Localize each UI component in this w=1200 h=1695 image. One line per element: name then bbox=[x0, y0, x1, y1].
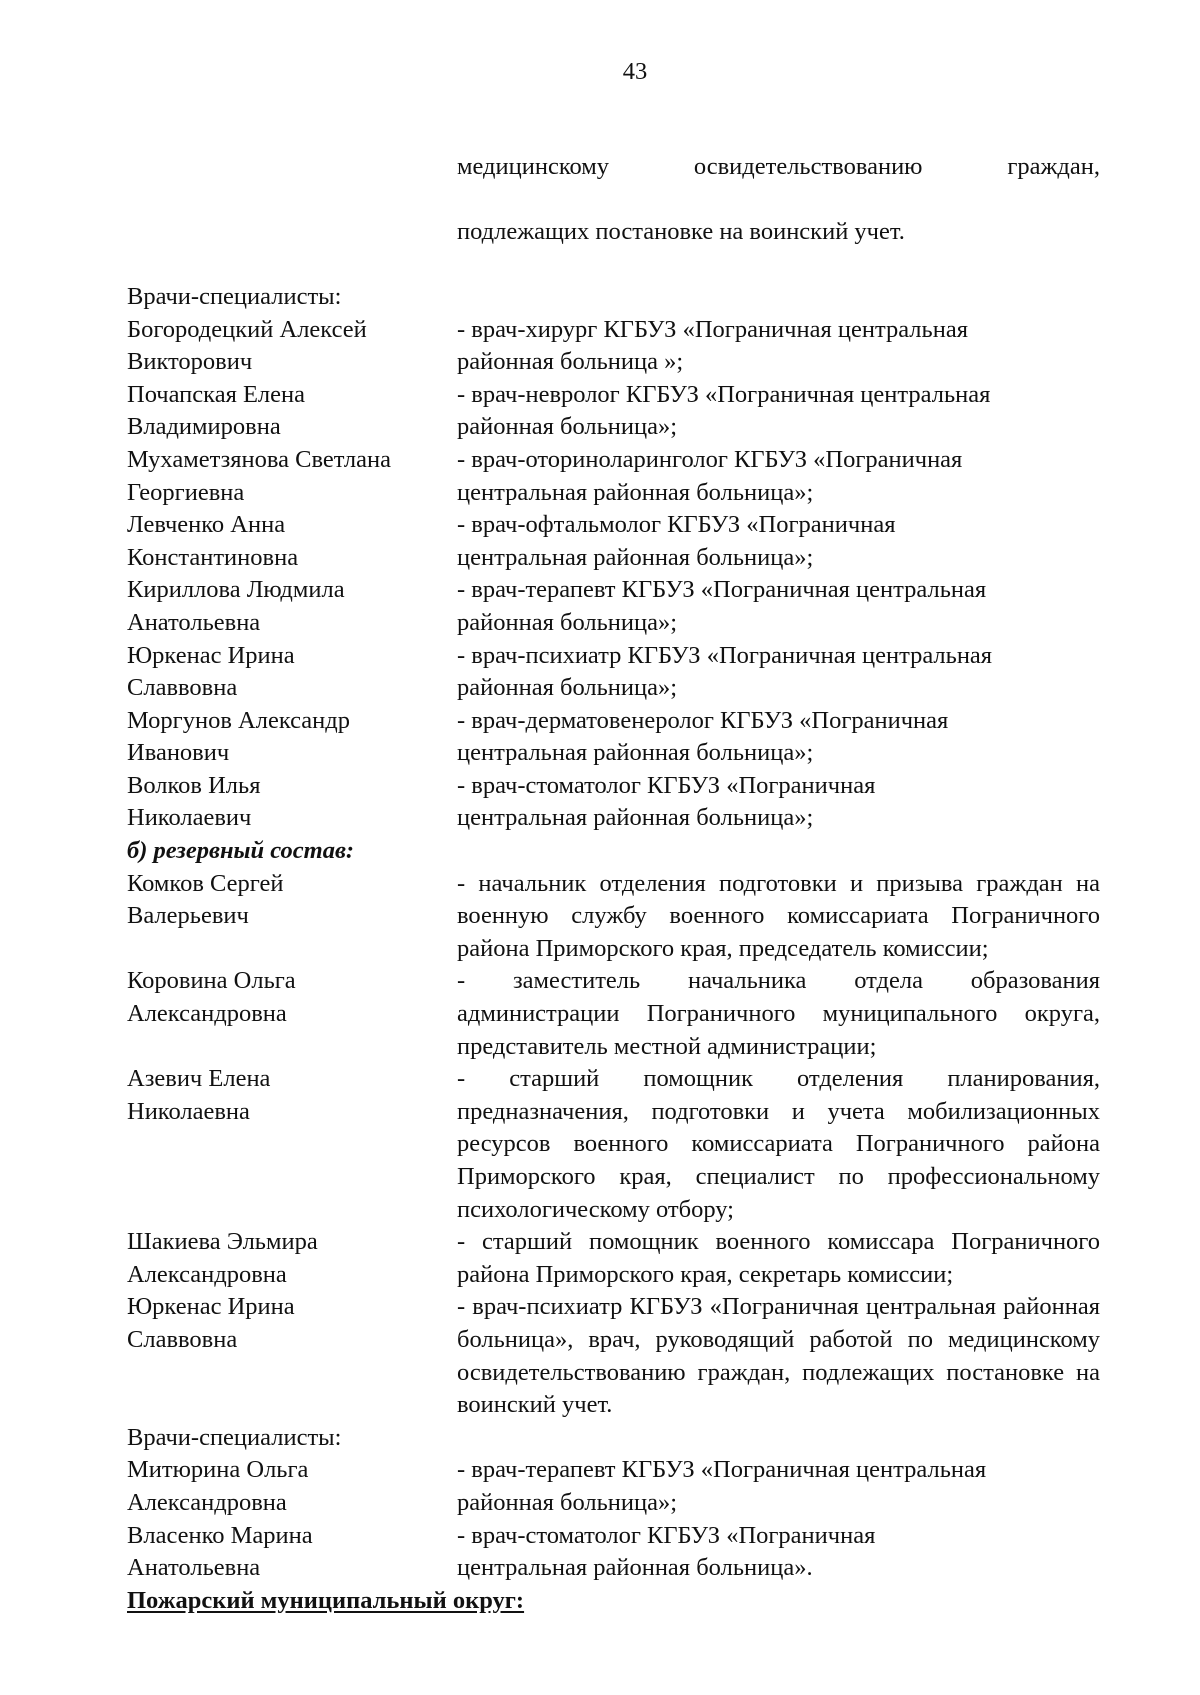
member-name: Комков Сергей Валерьевич bbox=[127, 869, 284, 930]
member-name: Левченко Анна Константиновна bbox=[127, 511, 299, 571]
continuation-text bbox=[457, 118, 1100, 281]
member-position: - врач-терапевт КГБУЗ «Пограничная центральная районная больница»; bbox=[457, 576, 987, 636]
reserve-doctors-list bbox=[127, 1454, 1100, 1584]
member-position: - старший помощник военного комиссара Пограничного района Приморского края, секретарь комиссии; bbox=[457, 1228, 1100, 1288]
member-position: - врач-стоматолог КГБУЗ «Пограничная центральная районная больница»; bbox=[457, 771, 876, 832]
continuation-line: подлежащих постановке на воинский учет. bbox=[457, 217, 905, 245]
main-doctors-list bbox=[127, 314, 1100, 836]
member-position: - врач-психиатр КГБУЗ «Пограничная центральная районная больница»; bbox=[457, 641, 993, 702]
member-entry bbox=[127, 1226, 1100, 1291]
member-entry bbox=[127, 965, 1100, 1063]
member-entry bbox=[127, 574, 1100, 639]
member-entry bbox=[127, 314, 1100, 379]
district-heading-row bbox=[127, 1585, 1100, 1618]
member-position: - врач-хирург КГБУЗ «Пограничная центральная районная больница »; bbox=[457, 315, 968, 376]
member-entry bbox=[127, 1291, 1100, 1421]
member-position: - врач-психиатр КГБУЗ «Пограничная центральная районная больница», врач, руководящий работой по медицинскому освидетельствованию граждан, подлежащих постановке на воинский учет. bbox=[457, 1293, 1100, 1419]
member-name: Мухаметзянова Светлана Георгиевна bbox=[127, 445, 391, 506]
district-heading: Пожарский муниципальный округ: bbox=[127, 1586, 525, 1614]
member-position: - врач-офтальмолог КГБУЗ «Пограничная центральная районная больница»; bbox=[457, 511, 896, 571]
member-entry bbox=[127, 379, 1100, 444]
reserve-heading: б) резервный состав: bbox=[127, 837, 355, 865]
member-position: - заместитель начальника отдела образования администрации Пограничного муниципального округа, представитель местной администрации; bbox=[457, 967, 1100, 1060]
member-position: - врач-дерматовенеролог КГБУЗ «Пограничная центральная районная больница»; bbox=[457, 706, 949, 767]
page-number: 43 bbox=[622, 58, 648, 85]
member-entry bbox=[127, 770, 1100, 835]
member-name: Юркенас Ирина Славвовна bbox=[127, 641, 295, 702]
member-entry bbox=[127, 509, 1100, 574]
member-name: Коровина Ольга Александровна bbox=[127, 967, 296, 1028]
member-position: - старший помощник отделения планирования, предназначения, подготовки и учета мобилизационных ресурсов военного комиссариата Пограничного района Приморского края, специалист по профессиональному психологическому отбору; bbox=[457, 1065, 1100, 1223]
member-entry bbox=[127, 1520, 1100, 1585]
continuation-line: медицинскому освидетельствованию граждан, bbox=[457, 152, 1100, 180]
member-name: Почапская Елена Владимировна bbox=[127, 380, 306, 441]
member-position: - врач-терапевт КГБУЗ «Пограничная центральная районная больница»; bbox=[457, 1456, 987, 1516]
member-entry bbox=[127, 705, 1100, 770]
member-name: Кириллова Людмила Анатольевна bbox=[127, 576, 345, 636]
member-name: Моргунов Александр Иванович bbox=[127, 706, 350, 767]
member-name: Шакиева Эльмира Александровна bbox=[127, 1228, 318, 1288]
member-position: - врач-оториноларинголог КГБУЗ «Пограничная центральная районная больница»; bbox=[457, 445, 963, 506]
member-position: - врач-стоматолог КГБУЗ «Пограничная центральная районная больница». bbox=[457, 1521, 876, 1582]
reserve-members-list bbox=[127, 868, 1100, 1422]
member-name: Юркенас Ирина Славвовна bbox=[127, 1293, 295, 1353]
member-entry bbox=[127, 1454, 1100, 1519]
doctors-heading: Врачи-специалисты: bbox=[127, 282, 342, 310]
empty-name-cell bbox=[127, 118, 457, 281]
member-entry bbox=[127, 444, 1100, 509]
member-entry bbox=[127, 868, 1100, 966]
member-name: Митюрина Ольга Александровна bbox=[127, 1456, 309, 1516]
member-position: - врач-невролог КГБУЗ «Пограничная центральная районная больница»; bbox=[457, 380, 991, 441]
member-name: Волков Илья Николаевич bbox=[127, 771, 261, 832]
member-position: - начальник отделения подготовки и призыва граждан на военную службу военного комиссариата Пограничного района Приморского края, председатель комиссии; bbox=[457, 869, 1100, 962]
member-entry bbox=[127, 640, 1100, 705]
member-name: Азевич Елена Николаевна bbox=[127, 1065, 271, 1125]
continuation-block bbox=[127, 118, 1100, 281]
member-name: Власенко Марина Анатольевна bbox=[127, 1521, 313, 1582]
document-body bbox=[127, 118, 1100, 1617]
doctors-heading: Врачи-специалисты: bbox=[127, 1423, 342, 1451]
member-entry bbox=[127, 1063, 1100, 1226]
member-name: Богородецкий Алексей Викторович bbox=[127, 315, 367, 376]
